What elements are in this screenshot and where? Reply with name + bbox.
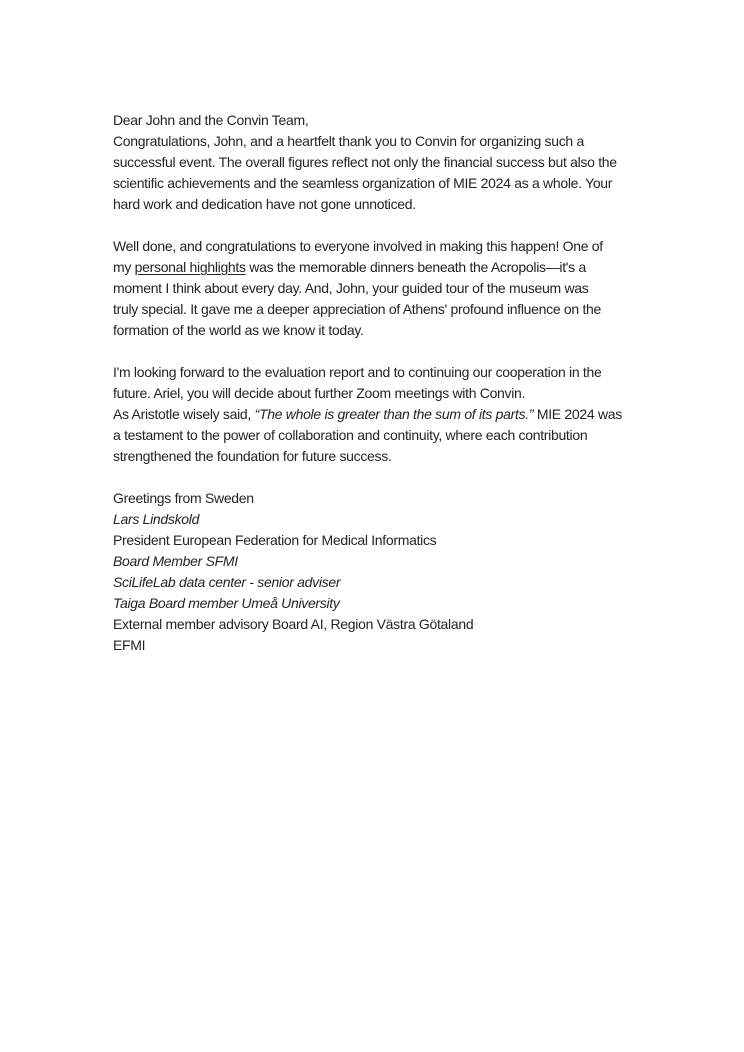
text-line [113, 383, 733, 404]
text-run: moment I think about every day. And, John, your guided tour of the museum was [113, 280, 589, 296]
text-line [113, 110, 733, 131]
text-run: I'm looking forward to the evaluation report and to continuing our cooperation in the [113, 364, 602, 380]
text-run: truly special. It gave me a deeper appreciation of Athens' profound influence on the [113, 301, 602, 317]
text-run: MIE 2024 was [533, 406, 622, 422]
text-line [113, 320, 733, 341]
signature-block [113, 488, 733, 656]
text-line [113, 236, 733, 257]
opening-paragraph [113, 110, 733, 215]
text-line [113, 152, 733, 173]
text-line [113, 278, 733, 299]
text-line [113, 425, 733, 446]
text-line [113, 446, 733, 467]
text-line [113, 194, 733, 215]
text-line [113, 530, 733, 551]
text-line [113, 593, 733, 614]
italic-text: Lars Lindskold [113, 511, 200, 527]
letter-body [113, 110, 733, 656]
text-line [113, 551, 733, 572]
text-run: was the memorable dinners beneath the Acropolis—it's a [245, 259, 586, 275]
text-run: my [113, 259, 135, 275]
text-run: External member advisory Board AI, Region Västra Götaland [113, 616, 474, 632]
text-line [113, 614, 733, 635]
text-run: Dear John and the Convin Team, [113, 112, 309, 128]
text-line [113, 299, 733, 320]
text-run: scientific achievements and the seamless organization of MIE 2024 as a whole. Your [113, 175, 613, 191]
underlined-text: personal highlights [134, 259, 246, 275]
text-run: strengthened the foundation for future success. [113, 448, 392, 464]
text-run: future. Ariel, you will decide about further Zoom meetings with Convin. [113, 385, 526, 401]
text-run: Greetings from Sweden [113, 490, 254, 506]
text-line [113, 509, 733, 530]
italic-text: Board Member SFMI [113, 553, 238, 569]
text-run: EFMI [113, 637, 146, 653]
text-run: hard work and dedication have not gone unnoticed. [113, 196, 416, 212]
text-run: Well done, and congratulations to everyone involved in making this happen! One of [113, 238, 603, 254]
text-run: formation of the world as we know it today. [113, 322, 364, 338]
text-run: President European Federation for Medical Informatics [113, 532, 437, 548]
text-line [113, 257, 733, 278]
text-line [113, 404, 733, 425]
text-run: As Aristotle wisely said, [113, 406, 255, 422]
text-run: Congratulations, John, and a heartfelt thank you to Convin for organizing such a [113, 133, 584, 149]
italic-text: “The whole is greater than the sum of its parts.” [254, 406, 534, 422]
text-line [113, 488, 733, 509]
text-line [113, 572, 733, 593]
text-line [113, 362, 733, 383]
highlights-paragraph [113, 236, 733, 341]
italic-text: Taiga Board member Umeå University [113, 595, 340, 611]
text-line [113, 173, 733, 194]
text-run: successful event. The overall figures reflect not only the financial success but also the [113, 154, 617, 170]
italic-text: SciLifeLab data center - senior adviser [113, 574, 341, 590]
text-run: a testament to the power of collaboration and continuity, where each contribution [113, 427, 588, 443]
closing-paragraph [113, 362, 733, 467]
text-line [113, 131, 733, 152]
text-line [113, 635, 733, 656]
